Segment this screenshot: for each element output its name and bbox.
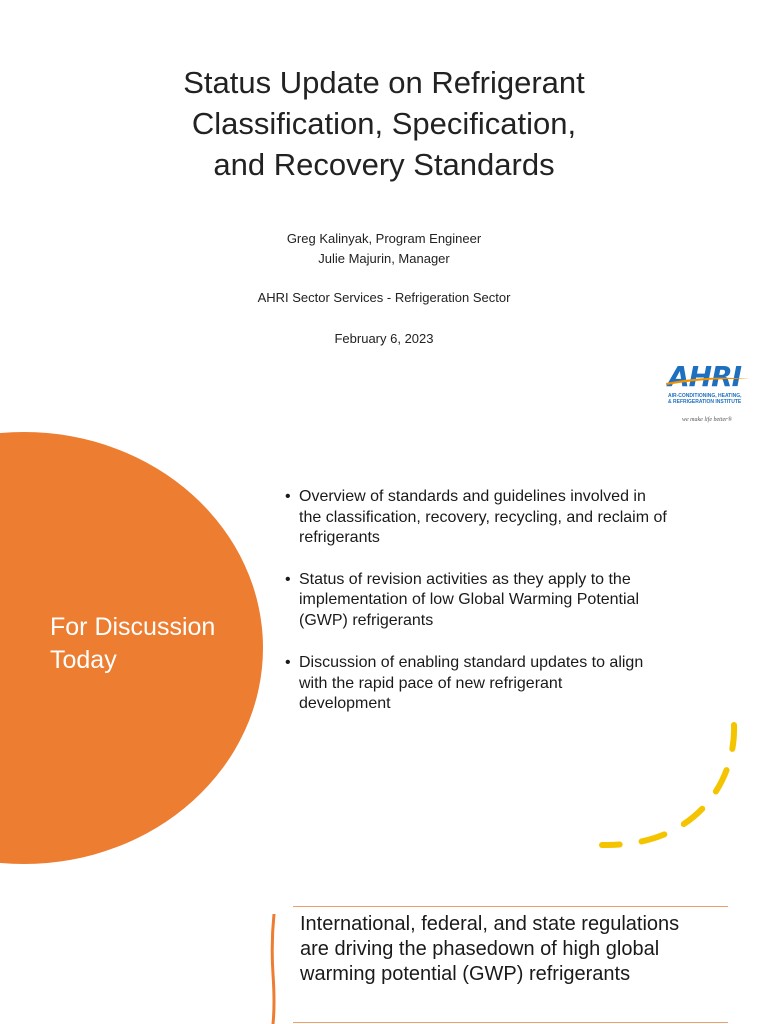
logo-subtitle-line: AIR-CONDITIONING, HEATING, (668, 393, 742, 399)
title-slide (0, 0, 768, 432)
heading-line: For Discussion (50, 613, 216, 641)
discussion-heading (50, 611, 215, 677)
bullet-item (285, 653, 745, 715)
bullet-line: development (299, 695, 391, 712)
bottom-rule (293, 1022, 728, 1023)
title-line: and Recovery Standards (213, 147, 555, 182)
bullet-line: (GWP) refrigerants (299, 611, 434, 629)
author-line: Julie Majurin, Manager (318, 251, 450, 266)
title-line: Status Update on Refrigerant (183, 65, 585, 100)
discussion-slide (0, 432, 768, 864)
top-rule (293, 906, 728, 907)
bullet-item (285, 570, 745, 632)
statement-line: are driving the phasedown of high global (300, 938, 660, 960)
ahri-logo (664, 362, 756, 430)
authors (184, 229, 584, 269)
heading-line: Today (50, 646, 117, 674)
statement-line: International, federal, and state regulations (300, 913, 680, 935)
title-line: Classification, Specification, (191, 106, 577, 141)
bullet-line: • Overview of standards and guidelines involved in (299, 488, 646, 505)
logo-subtitle-line: & REFRIGERATION INSTITUTE (668, 399, 742, 405)
regulation-statement (300, 912, 740, 987)
author-line: Greg Kalinyak, Program Engineer (286, 231, 482, 246)
bullet-line: • Discussion of enabling standard updates to align (299, 654, 644, 671)
sector-line: AHRI Sector Services - Refrigeration Sector (257, 290, 511, 305)
logo-wordmark: AHRI (668, 360, 742, 393)
bullet-line: implementation of low Global Warming Potential (299, 591, 640, 608)
bullet-list (285, 487, 745, 715)
bullet-item (285, 487, 745, 549)
logo-swoosh-icon (666, 376, 750, 385)
statement-line: warming potential (GWP) refrigerants (300, 963, 631, 985)
bullet-line: the classification, recovery, recycling, and reclaim of (299, 508, 667, 526)
dashed-arc-decoration (590, 717, 750, 857)
orange-vertical-stroke (269, 914, 277, 1024)
bullet-line: with the rapid pace of new refrigerant (299, 674, 563, 692)
logo-tagline: we make life better® (682, 417, 733, 423)
presentation-date: February 6, 2023 (334, 331, 434, 346)
slide-title (84, 62, 684, 185)
regulations-slide (0, 864, 768, 1024)
bullet-line: refrigerants (299, 529, 380, 546)
logo-subtitle (668, 393, 758, 405)
bullet-line: • Status of revision activities as they apply to the (299, 570, 631, 588)
